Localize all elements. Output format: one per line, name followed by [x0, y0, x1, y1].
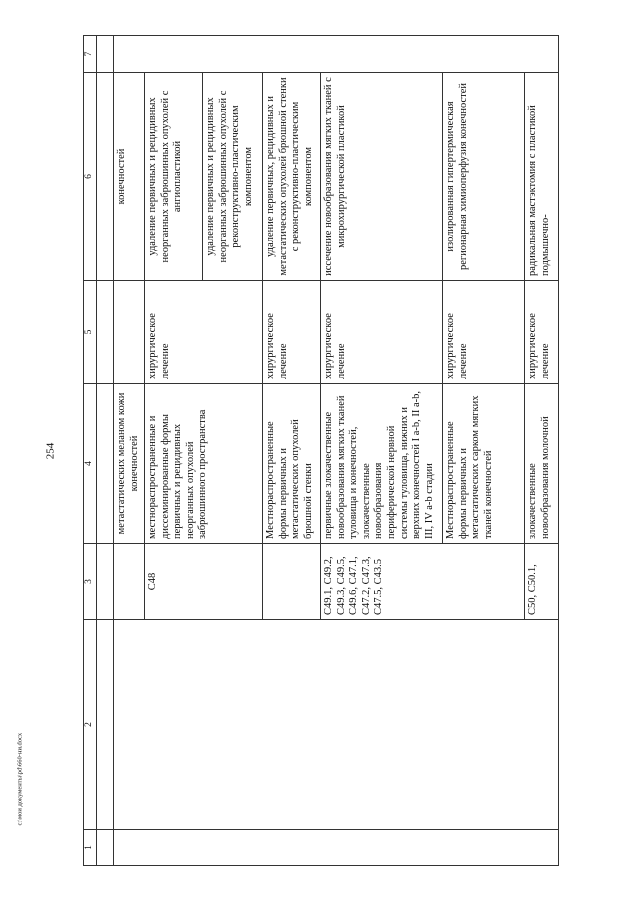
icd-code-cell: C50, C50.1, — [525, 544, 559, 620]
method-cell: иссечение новообразования мягких тканей с микрохирургической пластикой — [321, 73, 443, 281]
page-number: 254 — [44, 442, 57, 460]
column-number-row — [84, 36, 97, 866]
table-row — [114, 36, 145, 866]
treatment-cell: хирургическое лечение — [443, 281, 525, 384]
footer-file-path: c:\мои документы\pd\660-ни.docx — [16, 732, 24, 826]
diagnosis-cell: первичные злокачественные новообразования мягких тканей туловища и конечностей, злокачественные новообразования периферической нервной системы туловища, нижних и верхних конечностей I a-b, II a-b, III, IV a-b стадии — [321, 384, 443, 544]
column-number: 5 — [84, 281, 97, 384]
method-cell: изолированная гипертермическая регионарная химиоперфузия конечностей — [443, 73, 525, 281]
method-cell: конечностей — [114, 73, 145, 281]
medical-care-table — [83, 35, 559, 866]
diagnosis-cell: злокачественные новообразования молочной — [525, 384, 559, 544]
column-number: 3 — [84, 544, 97, 620]
icd-code-cell: C49.1, C49.2, C49.3, C49.5, C49.6, C47.1, C47.2, C47.3, C47.5, C43.5 — [321, 544, 525, 620]
table-row — [97, 36, 114, 866]
column-number: 7 — [84, 36, 97, 73]
column-number: 6 — [84, 73, 97, 281]
column-number: 2 — [84, 620, 97, 830]
treatment-cell: хирургическое лечение — [145, 281, 263, 384]
diagnosis-cell: метастатических меланом кожи конечностей — [114, 384, 145, 544]
method-cell: удаление первичных, рецидивных и метастатических опухолей брюшной стенки с реконструктивно-пластическим компонентом — [263, 73, 321, 281]
method-cell: удаление первичных и рецидивных неорганных забрюшинных опухолей с ангиопластикой — [145, 73, 203, 281]
method-cell: удаление первичных и рецидивных неорганных забрюшинных опухолей с реконструктивно-пластическим компонентом — [203, 73, 263, 281]
treatment-cell: хирургическое лечение — [525, 281, 559, 384]
rotated-table-wrapper — [83, 36, 583, 866]
diagnosis-cell: Местнораспространенные формы первичных и метастатических сарком мягких тканей конечностей — [443, 384, 525, 544]
treatment-cell: хирургическое лечение — [263, 281, 321, 384]
column-number: 1 — [84, 830, 97, 866]
column-number: 4 — [84, 384, 97, 544]
treatment-cell: хирургическое лечение — [321, 281, 443, 384]
icd-code-cell: C48 — [145, 544, 263, 620]
method-cell: радикальная мастэктомия с пластикой подмышечно- — [525, 73, 559, 281]
diagnosis-cell: местнораспространенные и диссеминированные формы первичных и рецидивных неорганных опухолей забрюшинного пространства — [145, 384, 263, 544]
diagnosis-cell: Местнораспространенные формы первичных и метастатических опухолей брюшной стенки — [263, 384, 321, 544]
